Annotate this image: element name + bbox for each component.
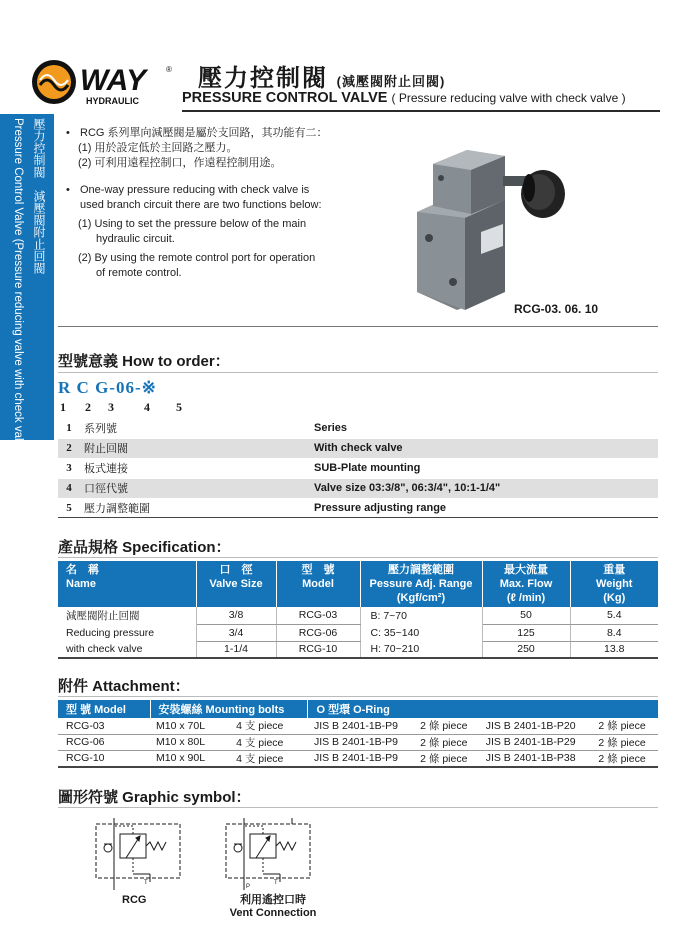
spec-header-name: 名 稱 Name xyxy=(58,561,196,607)
attachment-oring-1: JIS B 2401-1B-P9 xyxy=(308,718,414,734)
order-row-en: Series xyxy=(314,421,348,434)
symbol-title-rule xyxy=(58,807,658,808)
code-dash-1: - xyxy=(109,378,116,397)
spec-name-line-1: 減壓閥附止回閥 xyxy=(58,607,196,624)
table-row xyxy=(58,718,658,734)
order-row-en: SUB-Plate mounting xyxy=(314,462,421,474)
attachment-header-oring: O 型環 O-Ring xyxy=(308,700,658,718)
title-zh-note: (減壓閥附止回閥) xyxy=(336,74,446,89)
code-number-2: 2 xyxy=(85,400,91,414)
spec-model: RCG-03 xyxy=(276,607,360,624)
spec-header-flow: 最大流量 Max. Flow (ℓ /min) xyxy=(482,561,570,607)
order-row-en: With check valve xyxy=(314,442,403,454)
table-row xyxy=(58,750,658,767)
intro-zh-bullet: • RCG 系列單向減壓閥是屬於支回路，其功能有二： xyxy=(66,126,406,141)
table-row xyxy=(58,641,658,658)
table-row xyxy=(58,458,658,478)
order-row-en: Pressure adjusting range xyxy=(314,502,447,514)
spec-header-weight: 重量 Weight (Kg) xyxy=(570,561,658,607)
title-en-main: PRESSURE CONTROL VALVE xyxy=(182,90,388,106)
table-row xyxy=(58,438,658,458)
code-number-3: 3 xyxy=(108,400,114,414)
intro-zh-item-2: (2) 可利用遠程控制口，作遠程控制用途。 xyxy=(78,157,282,169)
attachment-model: RCG-03 xyxy=(58,718,150,734)
attachment-bolt: M10 x 80L xyxy=(150,734,230,750)
title-chinese xyxy=(198,58,445,93)
code-number-1: 1 xyxy=(60,400,66,414)
attachment-oring-2: JIS B 2401-1B-P20 xyxy=(480,718,593,734)
order-row-zh: 口徑代號 xyxy=(84,483,128,495)
attachment-oring-1: JIS B 2401-1B-P9 xyxy=(308,750,414,767)
attachment-model: RCG-10 xyxy=(58,750,150,767)
code-part-4: 06 xyxy=(115,378,135,397)
attachment-title-rule xyxy=(58,696,658,697)
order-row-number: 5 xyxy=(66,502,72,514)
spec-size: 3/8 xyxy=(196,607,276,624)
spec-flow: 50 xyxy=(482,607,570,624)
order-row-number: 4 xyxy=(66,482,72,494)
intro-en-item1-line2: hydraulic circuit. xyxy=(96,233,175,245)
order-row-number: 1 xyxy=(66,421,72,434)
table-row xyxy=(58,418,658,438)
logo-registered-mark: ® xyxy=(166,65,172,74)
attachment-title: 附件 Attachment： xyxy=(58,678,190,695)
order-code-table xyxy=(58,418,658,519)
order-row-zh: 板式連接 xyxy=(84,463,128,475)
spec-range: B: 7~70 xyxy=(360,607,482,624)
title-zh-main: 壓力控制閥 xyxy=(198,65,328,92)
vent-port-p-label: P xyxy=(246,884,251,890)
code-number-4: 4 xyxy=(144,400,150,414)
attachment-table xyxy=(58,700,658,768)
attachment-bolt-qty: 4 支 piece xyxy=(230,734,308,750)
valve-product-image xyxy=(405,142,575,312)
attachment-oring-1-qty: 2 條 piece xyxy=(414,734,480,750)
table-row xyxy=(58,734,658,750)
logo-sub-text: HYDRAULIC xyxy=(86,96,139,106)
rcg-symbol-caption: RCG xyxy=(122,894,147,906)
attachment-oring-2: JIS B 2401-1B-P38 xyxy=(480,750,593,767)
attachment-oring-2: JIS B 2401-1B-P29 xyxy=(480,734,593,750)
rcg-hydraulic-symbol xyxy=(92,818,192,890)
code-part-5: ※ xyxy=(141,378,157,397)
attachment-oring-2-qty: 2 條 piece xyxy=(592,718,658,734)
side-tab-chinese: 壓力控制閥 減壓閥附止回閥 xyxy=(32,118,46,274)
attachment-header-row xyxy=(58,700,658,718)
attachment-header-bolts: 安裝螺絲 Mounting bolts xyxy=(150,700,308,718)
side-category-tab xyxy=(0,114,54,457)
order-table-bottom-rule xyxy=(58,517,658,518)
attachment-bolt: M10 x 90L xyxy=(150,750,230,767)
product-model-caption: RCG-03. 06. 10 xyxy=(514,302,599,316)
vent-caption-zh: 利用遙控口時 xyxy=(240,894,306,906)
vent-connection-symbol xyxy=(222,818,322,890)
attachment-header-model: 型 號 Model xyxy=(58,700,150,718)
intro-en-item2-line1: (2) By using the remote control port for operation xyxy=(78,252,316,264)
rcg-port-t-label: T xyxy=(144,880,148,886)
attachment-oring-2-qty: 2 條 piece xyxy=(592,750,658,767)
graphic-symbol-title: 圖形符號 Graphic symbol： xyxy=(58,789,251,806)
title-en-note: ( Pressure reducing valve with check valve ) xyxy=(391,91,626,105)
spec-header-row xyxy=(58,561,658,607)
intro-divider xyxy=(58,326,658,327)
way-hydraulic-logo xyxy=(30,58,180,108)
table-row xyxy=(58,478,658,498)
specification-title: 產品規格 Specification： xyxy=(58,539,231,556)
order-code xyxy=(58,378,157,398)
code-part-3: G xyxy=(95,378,110,397)
table-row xyxy=(58,607,658,624)
code-part-1: R xyxy=(58,378,72,397)
attachment-bolt-qty: 4 支 piece xyxy=(230,718,308,734)
header-divider xyxy=(182,110,660,112)
table-row xyxy=(58,498,658,518)
intro-en-bullet-line1: • One-way pressure reducing with check valve is xyxy=(66,183,406,198)
logo-brand-text: WAY xyxy=(80,64,147,97)
intro-zh-item-1: (1) 用於設定低於主回路之壓力。 xyxy=(78,142,238,154)
attachment-oring-1-qty: 2 條 piece xyxy=(414,718,480,734)
order-row-zh: 附止回閥 xyxy=(84,443,128,455)
spec-range: H: 70~210 xyxy=(360,641,482,658)
intro-en-bullet-line2: used branch circuit there are two functions below: xyxy=(80,199,322,211)
intro-en-item2-line2: of remote control. xyxy=(96,267,182,279)
spec-weight: 8.4 xyxy=(570,624,658,641)
spec-model: RCG-06 xyxy=(276,624,360,641)
order-title-rule xyxy=(58,372,658,373)
specification-table xyxy=(58,561,658,659)
how-to-order-title: 型號意義 How to order： xyxy=(58,353,230,370)
attachment-oring-1-qty: 2 條 piece xyxy=(414,750,480,767)
code-dash-2: - xyxy=(134,378,142,397)
vent-symbol-caption xyxy=(226,894,320,920)
order-row-zh: 壓力調整範圍 xyxy=(84,503,150,515)
side-tab-english: Pressure Control Valve (Pressure reducing valve with check valve) xyxy=(12,118,24,457)
vent-port-t-label: T xyxy=(274,880,278,886)
order-row-en: Valve size 03:3/8", 06:3/4", 10:1-1/4" xyxy=(314,482,501,494)
attachment-bolt-qty: 4 支 piece xyxy=(230,750,308,767)
attachment-model: RCG-06 xyxy=(58,734,150,750)
spec-flow: 250 xyxy=(482,641,570,658)
table-row xyxy=(58,624,658,641)
code-part-2: C xyxy=(76,378,90,397)
vent-caption-en: Vent Connection xyxy=(229,907,317,919)
spec-title-rule xyxy=(58,557,658,558)
spec-weight: 13.8 xyxy=(570,641,658,658)
spec-size: 3/4 xyxy=(196,624,276,641)
order-row-number: 2 xyxy=(66,442,72,454)
order-row-zh: 系列號 xyxy=(84,422,117,435)
intro-description xyxy=(66,126,406,281)
intro-en-item1-line1: (1) Using to set the pressure below of the main xyxy=(78,218,307,230)
attachment-bolt: M10 x 70L xyxy=(150,718,230,734)
code-number-5: 5 xyxy=(176,400,182,414)
spec-header-model: 型 號 Model xyxy=(276,561,360,607)
spec-model: RCG-10 xyxy=(276,641,360,658)
attachment-oring-1: JIS B 2401-1B-P9 xyxy=(308,734,414,750)
spec-name-line-3: with check valve xyxy=(58,641,196,658)
spec-flow: 125 xyxy=(482,624,570,641)
spec-header-range: 壓力調整範圍 Pessure Adj. Range (Kgf/cm²) xyxy=(360,561,482,607)
spec-size: 1-1/4 xyxy=(196,641,276,658)
spec-name-line-2: Reducing pressure xyxy=(58,624,196,641)
order-row-number: 3 xyxy=(66,462,72,474)
spec-header-size: 口 徑 Valve Size xyxy=(196,561,276,607)
attachment-oring-2-qty: 2 條 piece xyxy=(592,734,658,750)
title-english xyxy=(182,90,626,106)
spec-range: C: 35~140 xyxy=(360,624,482,641)
spec-weight: 5.4 xyxy=(570,607,658,624)
